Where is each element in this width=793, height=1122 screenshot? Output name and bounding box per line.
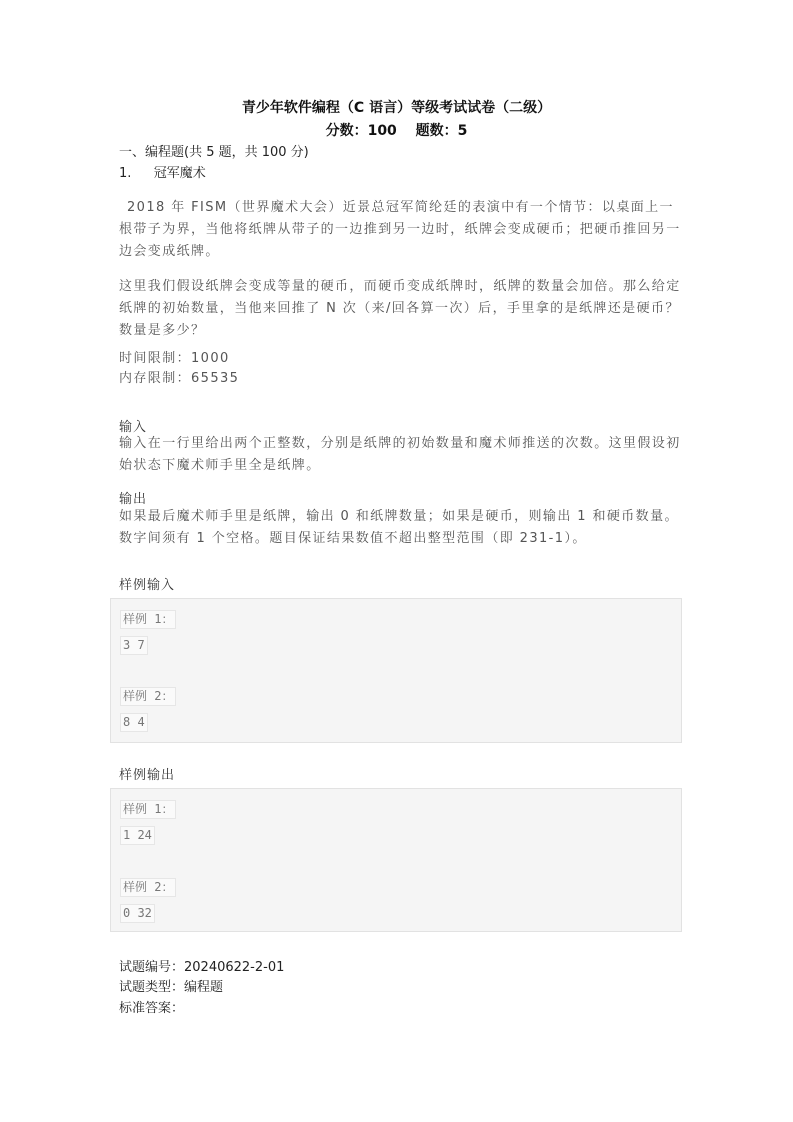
sample-output-1-value: 1 24 bbox=[120, 826, 155, 845]
standard-answer-label: 标准答案： bbox=[119, 1001, 185, 1016]
input-heading: 输入 bbox=[119, 420, 148, 435]
section-heading: 一、编程题(共 5 题，共 100 分) bbox=[119, 145, 309, 160]
question-type: 试题类型：编程题 bbox=[119, 980, 224, 995]
sample-input-2-value: 8 4 bbox=[120, 713, 148, 732]
question-title bbox=[119, 162, 206, 181]
sample-output-box bbox=[110, 788, 682, 932]
sample-input-box bbox=[110, 598, 682, 743]
memory-limit: 内存限制：65535 bbox=[119, 371, 240, 386]
sample-output-2-value: 0 32 bbox=[120, 904, 155, 923]
sample-output-1-label: 样例 1： bbox=[120, 800, 176, 819]
output-heading: 输出 bbox=[119, 492, 148, 507]
question-paragraph-2: 这里我们假设纸牌会变成等量的硬币，而硬币变成纸牌时，纸牌的数量会加倍。那么给定纸牌的初始数量，当他来回推了 N 次（来/回各算一次）后，手里拿的是纸牌还是硬币？数量是多少？ bbox=[119, 279, 681, 338]
question-paragraph-1: 2018 年 FISM（世界魔术大会）近景总冠军简纶廷的表演中有一个情节：以桌面上一根带子为界，当他将纸牌从带子的一边推到另一边时，纸牌会变成硬币；把硬币推回另一边会变成纸牌。 bbox=[119, 200, 681, 259]
sample-output-2-label: 样例 2： bbox=[120, 878, 176, 897]
question-number: 1. bbox=[119, 166, 132, 181]
score-line: 分数：100 题数：5 bbox=[325, 123, 468, 139]
question-name: 冠军魔术 bbox=[153, 166, 206, 181]
output-description: 如果最后魔术师手里是纸牌，输出 0 和纸牌数量；如果是硬币，则输出 1 和硬币数量。数字间须有 1 个空格。题目保证结果数值不超出整型范围（即 231-1）。 bbox=[119, 509, 679, 546]
input-description: 输入在一行里给出两个正整数，分别是纸牌的初始数量和魔术师推送的次数。这里假设初始状态下魔术师手里全是纸牌。 bbox=[119, 436, 681, 473]
question-id: 试题编号：20240622-2-01 bbox=[119, 960, 285, 975]
time-limit: 时间限制：1000 bbox=[119, 351, 230, 366]
sample-input-heading: 样例输入 bbox=[119, 578, 176, 593]
sample-input-2-label: 样例 2： bbox=[120, 687, 176, 706]
sample-input-1-label: 样例 1： bbox=[120, 610, 176, 629]
page-title: 青少年软件编程（C 语言）等级考试试卷（二级） bbox=[241, 100, 552, 116]
sample-input-1-value: 3 7 bbox=[120, 636, 148, 655]
sample-output-heading: 样例输出 bbox=[119, 768, 176, 783]
